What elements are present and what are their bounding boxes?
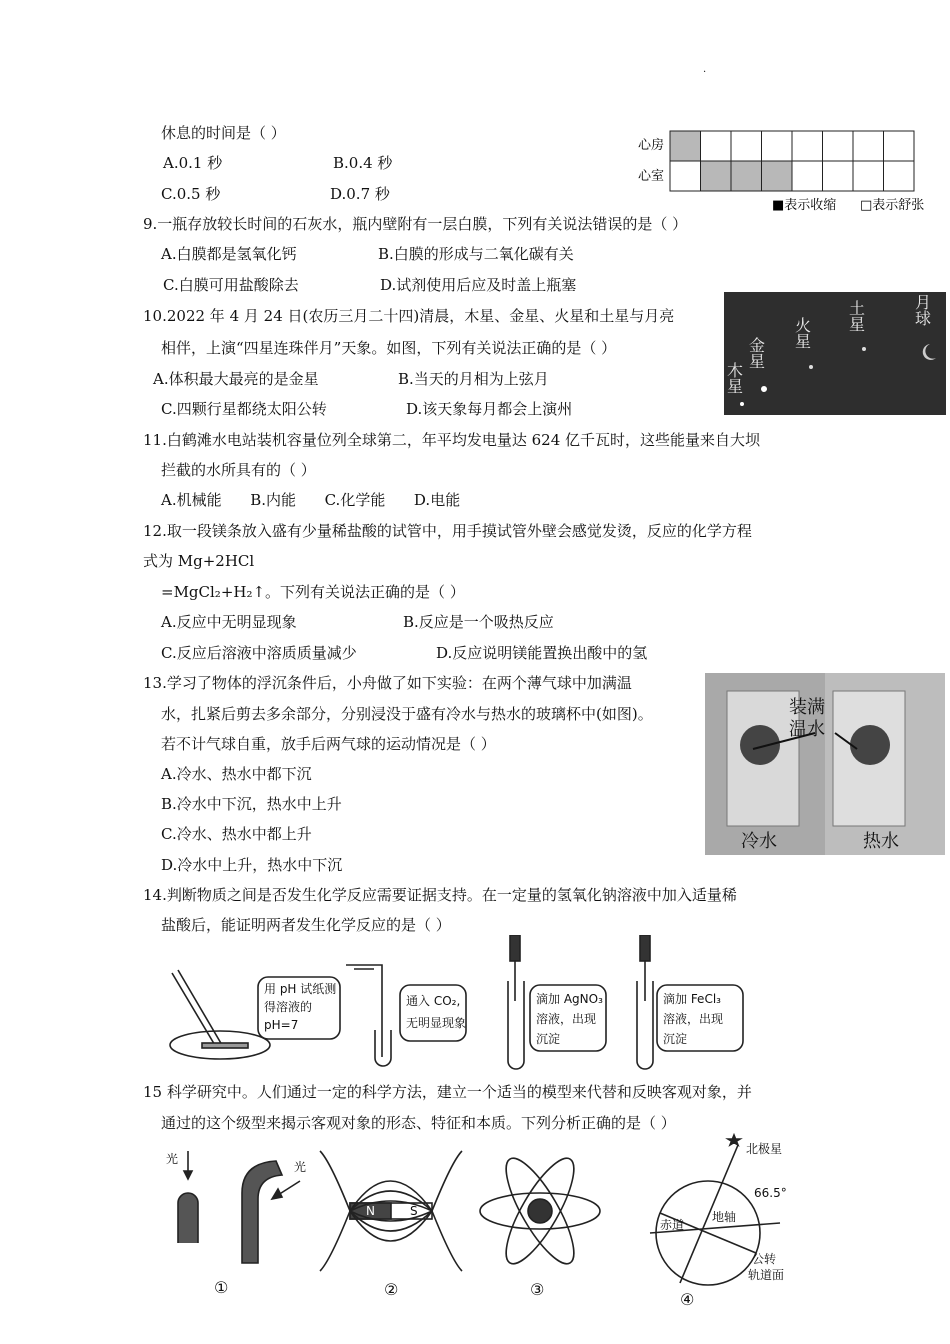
- q13-option-d: D.冷水中上升，热水中下沉: [161, 856, 343, 874]
- ventricle-cell: [670, 161, 701, 191]
- q12-option-c: C.反应后溶液中溶质质量减少: [161, 644, 357, 662]
- q8-option-a: A.0.1 秒: [163, 154, 223, 172]
- q13-stem-3: 若不计气球自重，放手后两气球的运动情况是（ ）: [161, 735, 496, 753]
- model-figures: [160, 1133, 800, 1313]
- q15-stem-1: 15 科学研究中。人们通过一定的科学方法，建立一个适当的模型来代替和反映客观对象，并: [143, 1083, 752, 1101]
- reaction-evidence-figure: [160, 935, 765, 1075]
- atrium-label: 心房: [638, 138, 665, 153]
- q12-stem-2: 式为 Mg+2HCl: [143, 552, 255, 570]
- q14-stem-1: 14.判断物质之间是否发生化学反应需要证据支持。在一定量的氢氧化钠溶液中加入适量稀: [143, 886, 737, 904]
- top-dot: .: [703, 64, 707, 75]
- box-a-line-1: 用 pH 试纸测: [264, 982, 337, 996]
- axis-label: 地轴: [712, 1210, 737, 1224]
- ventricle-cell: [884, 161, 915, 191]
- equator-label: 赤道: [660, 1218, 685, 1232]
- q9-stem: 9.一瓶存放较长时间的石灰水，瓶内壁附有一层白膜，下列有关说法错误的是（ ）: [143, 215, 688, 233]
- box-d-line-1: 滴加 FeCl₃: [663, 992, 721, 1006]
- q8-stem: 休息的时间是（ ）: [161, 124, 286, 142]
- q9-option-b: B.白膜的形成与二氧化碳有关: [378, 245, 574, 263]
- atrium-cell: [853, 131, 884, 161]
- q13-stem-1: 13.学习了物体的浮沉条件后，小舟做了如下实验：在两个薄气球中加满温: [143, 674, 632, 692]
- box-a-line-2: 得溶液的: [264, 1000, 313, 1014]
- planet-alignment-photo: [724, 292, 946, 415]
- jupiter-label: 木星: [724, 362, 744, 394]
- box-b-line-2: 无明显现象: [406, 1016, 467, 1030]
- jupiter-dot: [740, 402, 744, 406]
- figure-number-2: ②: [384, 1280, 399, 1299]
- magnet-n: N: [366, 1204, 375, 1218]
- box-a-line-3: pH=7: [264, 1018, 299, 1032]
- q13-stem-2: 水，扎紧后剪去多余部分，分别浸没于盛有冷水与热水的玻璃杯中(如图)。: [161, 705, 653, 723]
- full-label-2: 温水: [789, 719, 825, 740]
- q12-option-a: A.反应中无明显现象: [161, 613, 297, 631]
- atrium-cell: [670, 131, 701, 161]
- q9-option-a: A.白膜都是氢氧化钙: [161, 245, 297, 263]
- q11-stem-1: 11.白鹤滩水电站装机容量位列全球第二，年平均发电量达 624 亿千瓦时，这些能量来自大坝: [143, 431, 761, 449]
- legend-contract: ■表示收缩: [772, 198, 837, 213]
- balloon-experiment-photo: [705, 673, 945, 855]
- orbit-label-1: 公转: [752, 1252, 777, 1266]
- full-label-1: 装满: [789, 697, 825, 718]
- atrium-cell: [884, 131, 915, 161]
- q13-option-b: B.冷水中下沉，热水中上升: [161, 795, 342, 813]
- light-label-2: 光: [294, 1160, 307, 1174]
- orbit-label-2: 轨道面: [748, 1268, 785, 1282]
- q10-option-a: A.体积最大最亮的是金星: [153, 370, 319, 388]
- q11-stem-2: 拦截的水所具有的（ ）: [161, 461, 316, 479]
- box-b-line-1: 通入 CO₂,: [406, 994, 461, 1008]
- atrium-cell: [762, 131, 793, 161]
- heart-cycle-table: [630, 128, 940, 218]
- north-star-label: 北极星: [746, 1142, 783, 1156]
- light-label-1: 光: [166, 1152, 179, 1166]
- q10-option-d: D.该天象每月都会上演州: [406, 400, 573, 418]
- box-d-line-2: 溶液，出现: [663, 1012, 724, 1026]
- cold-water-label: 冷水: [741, 831, 777, 852]
- q12-stem-3: =MgCl₂+H₂↑。下列有关说法正确的是（ ）: [161, 583, 465, 601]
- saturn-dot: [862, 347, 866, 351]
- q9-option-d: D.试剂使用后应及时盖上瓶塞: [380, 276, 577, 294]
- ventricle-cell: [853, 161, 884, 191]
- venus-dot: [761, 386, 767, 392]
- angle-label: 66.5°: [754, 1186, 787, 1200]
- q10-option-b: B.当天的月相为上弦月: [398, 370, 549, 388]
- hot-balloon: [850, 725, 890, 765]
- box-c-line-1: 滴加 AgNO₃: [536, 992, 603, 1006]
- q13-option-c: C.冷水、热水中都上升: [161, 825, 312, 843]
- venus-label: 金星: [746, 337, 766, 369]
- q12-option-d: D.反应说明镁能置换出酸中的氢: [436, 644, 648, 662]
- atrium-cell: [731, 131, 762, 161]
- q10-stem-1: 10.2022 年 4 月 24 日(农历三月二十四)清晨，木星、金星、火星和土星与月亮: [143, 307, 675, 325]
- q10-stem-2: 相伴，上演“四星连珠伴月”天象。如图，下列有关说法正确的是（ ）: [161, 339, 617, 357]
- hot-water-label: 热水: [863, 831, 899, 852]
- q8-option-c: C.0.5 秒: [161, 185, 221, 203]
- box-d-line-3: 沉淀: [663, 1032, 688, 1046]
- q11-options: A.机械能 B.内能 C.化学能 D.电能: [161, 491, 461, 509]
- q9-option-c: C.白膜可用盐酸除去: [163, 276, 299, 294]
- q8-option-d: D.0.7 秒: [330, 185, 390, 203]
- cold-balloon: [740, 725, 780, 765]
- q12-option-b: B.反应是一个吸热反应: [403, 613, 554, 631]
- mars-label: 火星: [792, 317, 812, 349]
- box-c-line-2: 溶液，出现: [536, 1012, 597, 1026]
- mars-dot: [809, 365, 813, 369]
- saturn-label: 土星: [846, 300, 866, 332]
- q15-stem-2: 通过的这个级型来揭示客观对象的形态、特征和本质。下列分析正确的是（ ）: [161, 1114, 676, 1132]
- ventricle-label: 心室: [638, 169, 665, 184]
- ventricle-cell: [731, 161, 762, 191]
- q8-option-b: B.0.4 秒: [333, 154, 393, 172]
- ventricle-cell: [762, 161, 793, 191]
- q10-option-c: C.四颗行星都绕太阳公转: [161, 400, 327, 418]
- figure-number-4: ④: [680, 1290, 695, 1309]
- ventricle-cell: [792, 161, 823, 191]
- box-c-line-3: 沉淀: [536, 1032, 561, 1046]
- ventricle-cell: [701, 161, 732, 191]
- magnet-s: S: [410, 1204, 418, 1218]
- figure-number-1: ①: [214, 1278, 229, 1297]
- legend-relax: □表示舒张: [860, 198, 925, 213]
- atrium-cell: [823, 131, 854, 161]
- moon-label: 月球: [912, 294, 932, 326]
- atrium-cell: [792, 131, 823, 161]
- ventricle-cell: [823, 161, 854, 191]
- q12-stem-1: 12.取一段镁条放入盛有少量稀盐酸的试管中，用手摸试管外壁会感觉发烫，反应的化学方程: [143, 522, 752, 540]
- atrium-cell: [701, 131, 732, 161]
- q13-option-a: A.冷水、热水中都下沉: [161, 765, 312, 783]
- q14-stem-2: 盐酸后，能证明两者发生化学反应的是（ ）: [161, 916, 451, 934]
- figure-number-3: ③: [530, 1280, 545, 1299]
